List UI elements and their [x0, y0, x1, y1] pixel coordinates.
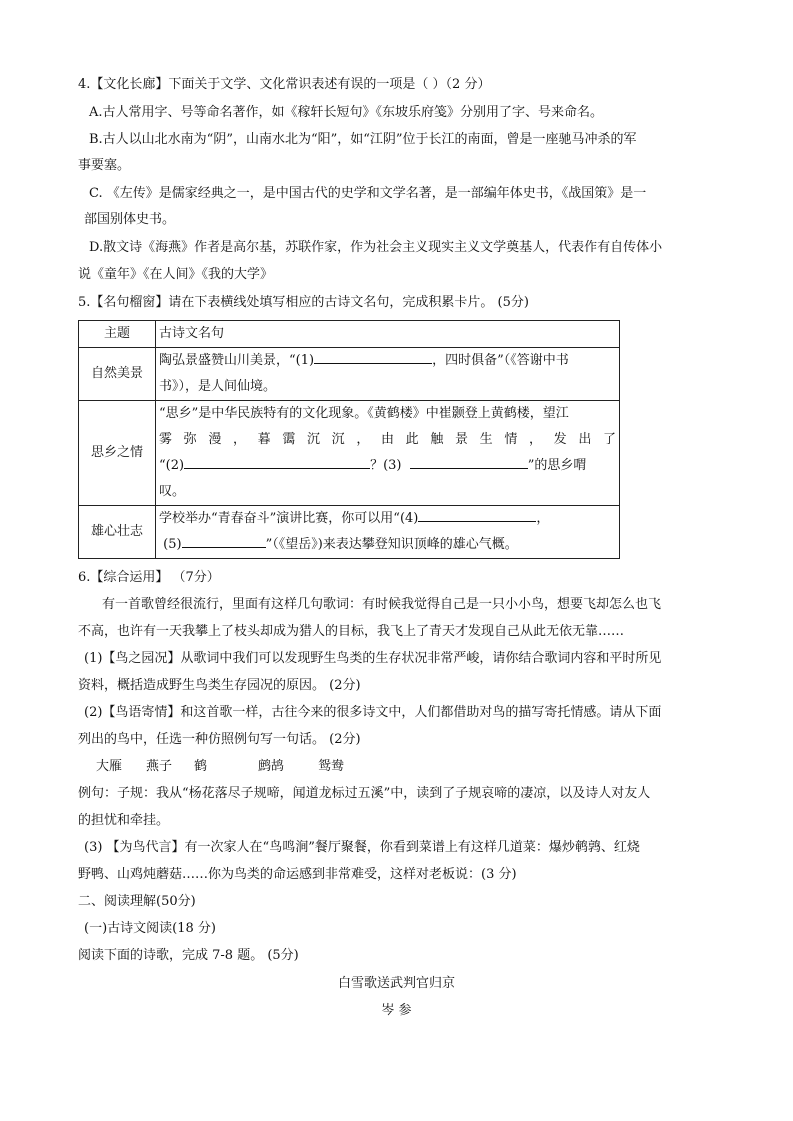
row2-text-a: “思乡”是中华民族特有的文化现象。《黄鹤楼》中崔颢登上黄鹤楼，望江	[159, 406, 569, 421]
q6-intro-line2: 不高，也许有一天我攀上了枝头却成为猎人的目标，我飞上了青天才发现自己从此无依无靠……	[78, 624, 625, 639]
q6-stem: 6.【综合运用】 （7分）	[78, 570, 220, 585]
row2-text-c: “(2)	[159, 458, 185, 473]
row2-text-d: ？(3)	[370, 458, 402, 473]
q4-option-a: A.古人常用字、号等命名著作，如《稼轩长短句》《东坡乐府笺》分别用了字、号来命名。	[89, 105, 604, 120]
content-cell	[156, 401, 620, 506]
row2-text-b: 雾弥漫，暮霭沉沉，由此触景生情，发出了	[159, 432, 616, 447]
q6-part3-line2: 野鸭、山鸡炖蘑菇……你为鸟类的命运感到非常难受，这样对老板说：(3 分)	[78, 867, 517, 882]
table-row	[79, 348, 620, 401]
row1-text-b: ，四时俱备”（《答谢中书	[432, 353, 569, 368]
content-cell	[156, 506, 620, 559]
reading-instruction: 阅读下面的诗歌，完成 7-8 题。 (5分)	[78, 948, 299, 963]
row3-text-d: ”（《望岳》)来表达攀登知识顶峰的雄心气概。	[265, 537, 518, 552]
q4-option-b-line2: 事要塞。	[78, 158, 131, 173]
q6-part1-line1: (1)【鸟之园况】从歌词中我们可以发现野生鸟类的生存状况非常严峻，请你结合歌词内容和平时所见	[84, 651, 662, 666]
bird-option: 鹤	[194, 759, 208, 774]
content-cell	[156, 348, 620, 401]
row3-text-c: (5)	[163, 537, 182, 552]
poem-author: 岑 参	[381, 1003, 412, 1018]
theme-cell: 自然美景	[79, 348, 156, 401]
table-row	[79, 506, 620, 559]
q6-part2-line1: (2)【鸟语寄情】和这首歌一样，古往今来的很多诗文中，人们都借助对鸟的描写寄托情感。请从下面	[84, 705, 662, 720]
header-theme: 主题	[79, 321, 156, 348]
q6-intro-line1: 有一首歌曾经很流行，里面有这样几句歌词：有时候我觉得自己是一只小小鸟，想要飞却怎么也飞	[102, 597, 662, 612]
poem-fill-table	[78, 320, 620, 559]
row3-text-b: ，	[536, 511, 550, 526]
answer-blank-4[interactable]	[418, 508, 536, 522]
answer-blank-1[interactable]	[314, 350, 432, 364]
theme-cell: 雄心壮志	[79, 506, 156, 559]
table-row	[79, 401, 620, 506]
row1-text-a: 陶弘景盛赞山川美景，“(1)	[159, 353, 315, 368]
q6-part3-line1: (3) 【为鸟代言】有一次家人在“鸟鸣涧”餐厅聚餐，你看到菜谱上有这样几道菜：爆炒鹌鹑、红烧	[84, 840, 640, 855]
q5-stem: 5.【名句榴窗】请在下表横线处填写相应的古诗文名句，完成积累卡片。 (5分)	[78, 295, 529, 310]
q4-option-d-line2: 说《童年》《在人间》《我的大学》	[78, 267, 274, 282]
bird-option: 大雁	[96, 759, 123, 774]
answer-blank-3[interactable]	[410, 455, 528, 469]
section-title: 二、阅读理解(50分)	[78, 894, 196, 909]
row2-text-f: 叹。	[159, 484, 186, 499]
table-header-row	[79, 321, 620, 348]
answer-blank-5[interactable]	[182, 534, 266, 548]
poem-title: 白雪歌送武判官归京	[337, 976, 455, 991]
theme-cell: 思乡之情	[79, 401, 156, 506]
bird-option: 燕子	[146, 759, 173, 774]
bird-option: 鸳鸯	[318, 759, 345, 774]
q4-option-c-line1: C. 《左传》是儒家经典之一，是中国古代的史学和文学名著，是一部编年体史书，《战国策》是一	[89, 186, 647, 201]
answer-blank-2[interactable]	[184, 455, 370, 469]
q6-example-line1: 例句：子规：我从“杨花落尽子规啼，闻道龙标过五溪”中，读到了子规哀啼的凄凉，以及诗人对友人	[78, 786, 651, 801]
q4-option-b-line1: B.古人以山北水南为“阴”，山南水北为“阳”，如“江阴”位于长江的南面，曾是一座驰马冲杀的军	[89, 132, 637, 147]
q6-example-line2: 的担忧和牵挂。	[78, 813, 170, 828]
q6-part1-line2: 资料，概括造成野生鸟类生存园况的原因。 (2分)	[78, 678, 361, 693]
row2-text-e: ”的思乡喟	[527, 458, 587, 473]
q4-option-c-line2: 部国别体史书。	[84, 212, 176, 227]
bird-option: 鹧鸪	[258, 759, 285, 774]
q4-option-d-line1: D.散文诗《海燕》作者是高尔基，苏联作家，作为社会主义现实主义文学奠基人，代表作有自传体小	[89, 240, 663, 255]
subsection-title: (一)古诗文阅读(18 分)	[84, 921, 216, 936]
header-content: 古诗文名句	[156, 321, 620, 348]
q4-stem: 4.【文化长廊】下面关于文学、文化常识表述有误的一项是（ ）（2 分）	[78, 77, 491, 92]
row1-text-c: 书》），是人间仙境。	[159, 379, 277, 394]
q6-part2-line2: 列出的鸟中，任选一种仿照例句写一句话。 (2分)	[78, 732, 361, 747]
row3-text-a: 学校举办“青春奋斗”演讲比赛，你可以用“(4)	[159, 511, 419, 526]
